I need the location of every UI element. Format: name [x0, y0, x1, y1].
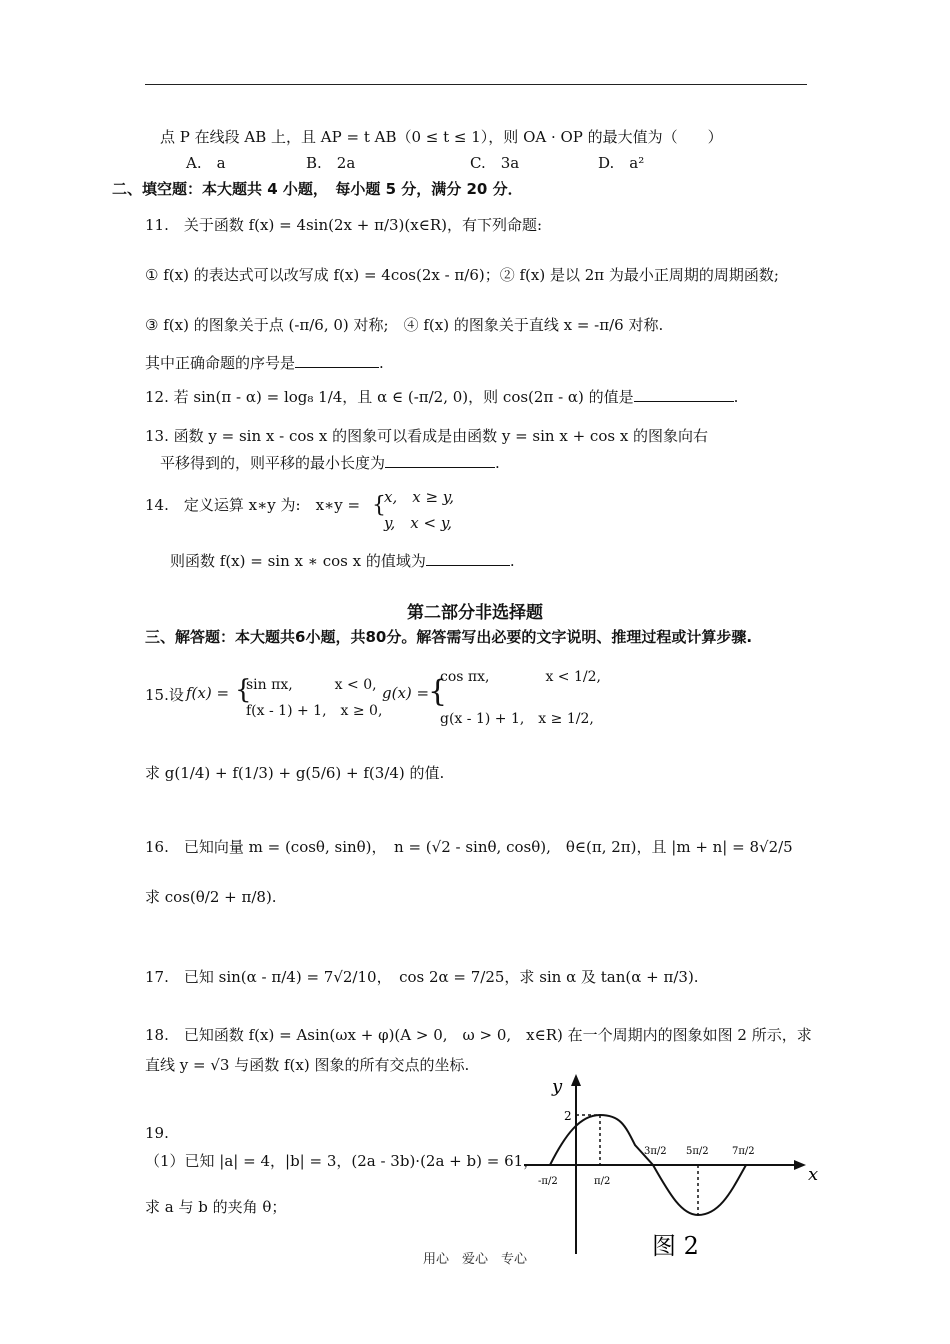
section2-heading: 二、填空题：本大题共 4 小题， 每小题 5 分，满分 20 分． [112, 180, 523, 198]
y-axis-arrow [571, 1074, 581, 1086]
page-footer: 用心 爱心 专心 [422, 1252, 527, 1267]
q17-line1: 17. 已知 sin(α - π/4) = 7√2/10， cos 2α = 7/25，求 sin α 及 tan(α + π/3). [145, 968, 699, 986]
q15-f-case1: sin πx, x < 0, [246, 677, 377, 693]
q14-ask-wrap: 则函数 f(x) = sin x ∗ cos x 的值域为 . [170, 552, 515, 570]
figure-2 [510, 1070, 830, 1265]
q10-option-a: A. a [186, 154, 226, 172]
q11-line2: ③ f(x) 的图象关于点 (-π/6, 0) 对称; ④ f(x) 的图象关于直线 x = -π/6 对称. [145, 316, 664, 334]
header-rule [145, 84, 807, 85]
q18-line1: 18. 已知函数 f(x) = Asin(ωx + φ)(A > 0, ω > 0, x∈R) 在一个周期内的图象如图 2 所示，求 [145, 1026, 812, 1044]
q15-g-case1: cos πx, x < 1/2, [440, 669, 601, 685]
q15-f-def: f(x) = [186, 684, 230, 702]
q15-f-case2: f(x - 1) + 1, x ≥ 0, [246, 703, 383, 719]
q13-line1: 13. 函数 y = sin x - cos x 的图象可以看成是由函数 y = sin x + cos x 的图象向右 [145, 427, 709, 445]
x-axis-arrow [794, 1160, 806, 1170]
tick-7pi-half: 7π/2 [732, 1146, 755, 1157]
q14-case2: y, x < y, [384, 514, 453, 532]
q11-ask: 其中正确命题的序号是 . [145, 354, 384, 372]
q15-g-case2: g(x - 1) + 1, x ≥ 1/2, [440, 711, 594, 727]
q10-stem: 点 P 在线段 AB 上，且 AP = t AB（0 ≤ t ≤ 1），则 OA · OP 的最大值为（ ） [160, 128, 723, 146]
q18-line2: 直线 y = √3 与函数 f(x) 图象的所有交点的坐标. [145, 1056, 470, 1074]
x-axis-label: x [808, 1164, 819, 1185]
q14-brace: { [372, 493, 386, 518]
tick-pi-half: π/2 [594, 1176, 611, 1187]
q12-answer-blank[interactable] [634, 387, 734, 402]
q19-line1: （1）已知 |a| = 4，|b| = 3，(2a - 3b)·(2a + b) = 61， [145, 1152, 539, 1170]
q10-option-d: D. a² [598, 154, 645, 172]
q15-g-def: g(x) = [382, 684, 430, 702]
q14-case1: x, x ≥ y, [384, 488, 455, 506]
tick-neg-pi-half: -π/2 [538, 1176, 558, 1187]
q11-stem: 11. 关于函数 f(x) = 4sin(2x + π/3)(x∈R)，有下列命题: [145, 216, 543, 234]
q13-line2: 平移得到的，则平移的最小长度为 [160, 454, 386, 472]
q15-ask: 求 g(1/4) + f(1/3) + g(5/6) + f(3/4) 的值. [145, 764, 445, 782]
q12-stem: 12. 若 sin(π - α) = log₈ 1/4，且 α ∈ (-π/2, 0)，则 cos(2π - α) 的值是 [145, 388, 634, 406]
q10-option-c: C. 3a [470, 154, 520, 172]
part2-heading: 三、解答题：本大题共6小题，共80分。解答需写出必要的文字说明、推理过程或计算步骤. [145, 628, 753, 646]
tick-3pi-half: 3π/2 [644, 1146, 667, 1157]
q15-lead: 15.设 [145, 686, 184, 704]
figure-caption: 图 2 [652, 1232, 699, 1260]
q19-line2: 求 a 与 b 的夹角 θ； [145, 1198, 287, 1216]
q13-answer-blank[interactable] [385, 453, 495, 468]
q11-ask-text: 其中正确命题的序号是 [145, 354, 296, 372]
q10-option-b: B. 2a [306, 154, 356, 172]
q14-ask: 则函数 f(x) = sin x ∗ cos x 的值域为 [170, 552, 426, 570]
q12-line: 12. 若 sin(π - α) = log₈ 1/4，且 α ∈ (-π/2, 0)，则 cos(2π - α) 的值是 . [145, 388, 739, 406]
q19-num: 19. [145, 1124, 169, 1142]
q16-line2: 求 cos(θ/2 + π/8). [145, 888, 277, 906]
q15-f-brace: { [235, 675, 252, 705]
part2-title: 第二部分非选择题 [407, 603, 543, 623]
y-axis-label: y [552, 1076, 563, 1097]
q13-line2-wrap: 平移得到的，则平移的最小长度为 . [160, 454, 500, 472]
peak-label: 2 [564, 1109, 572, 1123]
q14-answer-blank[interactable] [426, 551, 510, 566]
q11-line1: ① f(x) 的表达式可以改写成 f(x) = 4cos(2x - π/6)；② f(x) 是以 2π 为最小正周期的周期函数; [145, 266, 779, 284]
tick-5pi-half: 5π/2 [686, 1146, 709, 1157]
q14-stem: 14. 定义运算 x∗y 为: x∗y = [145, 496, 361, 514]
q15-g-brace: { [428, 674, 448, 709]
q16-line1: 16. 已知向量 m = (cosθ, sinθ)， n = (√2 - sinθ, cosθ), θ∈(π, 2π)，且 |m + n| = 8√2/5 [145, 838, 793, 856]
q11-answer-blank[interactable] [295, 353, 379, 368]
